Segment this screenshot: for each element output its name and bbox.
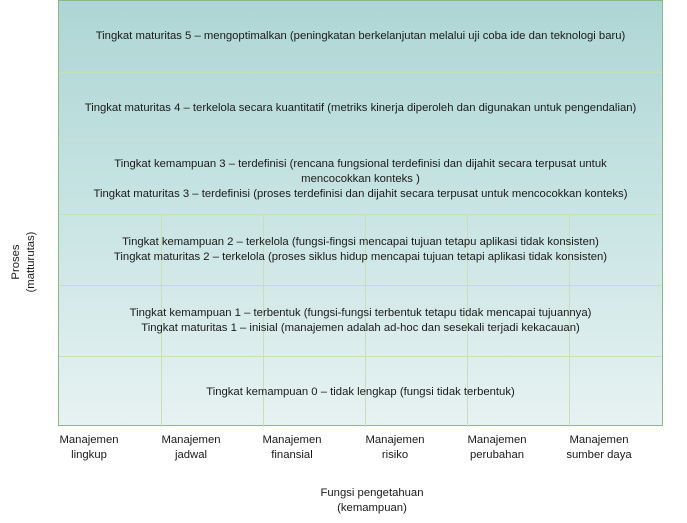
maturity-level-text: Tingkat maturitas 3 – terdefinisi (proses terdefinisi dan dijahit secara terpusat untuk mencocokkan konteks) (93, 187, 628, 200)
maturity-level-row (59, 143, 662, 214)
column-label (548, 433, 650, 463)
maturity-level-text: mencocokkan konteks ) (301, 172, 420, 185)
maturity-level-text: Tingkat kemampuan 1 – terbentuk (fungsi-fungsi terbentuk tetapu tidak mencapai tujuannya) (129, 307, 592, 319)
maturity-level-row (59, 285, 662, 356)
x-axis-title (272, 486, 472, 516)
column-label (241, 433, 343, 463)
maturity-level-row (59, 214, 662, 285)
column-label-line1: Manajemen (59, 434, 119, 446)
maturity-level-row (59, 1, 662, 72)
column-label (38, 433, 140, 463)
maturity-level-row (59, 356, 662, 427)
y-axis-title (9, 232, 39, 293)
column-label-line2: sumber daya (566, 449, 632, 461)
column-label (446, 433, 548, 463)
column-label-line1: Manajemen (569, 434, 629, 446)
column-label (140, 433, 242, 463)
y-axis-title-line1: Proses (10, 244, 22, 280)
column-label-line2: risiko (381, 449, 409, 461)
column-label-line1: Manajemen (262, 434, 322, 446)
column-label-line2: finansial (271, 449, 313, 461)
maturity-level-text: Tingkat maturitas 1 – inisial (manajemen adalah ad-hoc dan sesekali terjadi kekacauan) (141, 322, 580, 334)
x-axis-title-line2: (kemampuan) (337, 502, 407, 514)
column-label-line1: Manajemen (161, 434, 221, 446)
maturity-level-text: Tingkat maturitas 4 – terkelola secara kuantitatif (metriks kinerja diperoleh dan digunakan untuk pengendalian) (84, 101, 637, 114)
maturity-level-text: Tingkat kemampuan 0 – tidak lengkap (fungsi tidak terbentuk) (206, 385, 515, 398)
x-axis-title-line1: Fungsi pengetahuan (320, 487, 424, 499)
y-axis-title-line2: (matturutas) (25, 231, 37, 293)
maturity-grid (58, 0, 663, 426)
maturity-level-text: Tingkat maturitas 5 – mengoptimalkan (peningkatan berkelanjutan melalui uji coba ide dan teknologi baru) (95, 30, 626, 42)
column-label-line2: perubahan (469, 449, 525, 461)
column-label-line1: Manajemen (467, 434, 527, 446)
column-label-line2: lingkup (71, 449, 107, 461)
column-label-line1: Manajemen (365, 434, 425, 446)
maturity-level-row (59, 72, 662, 143)
maturity-level-text: Tingkat kemampuan 2 – terkelola (fungsi-fingsi mencapai tujuan tetapu aplikasi tidak konsisten) (122, 236, 599, 248)
maturity-level-text: Tingkat kemampuan 3 – terdefinisi (rencana fungsional terdefinisi dan dijahit secara terpusat untuk (114, 157, 607, 170)
maturity-level-text: Tingkat maturitas 2 – terkelola (proses siklus hidup mencapai tujuan tetapi aplikasi tidak konsisten) (113, 251, 608, 263)
column-label (344, 433, 446, 463)
column-label-line2: jadwal (174, 449, 208, 461)
